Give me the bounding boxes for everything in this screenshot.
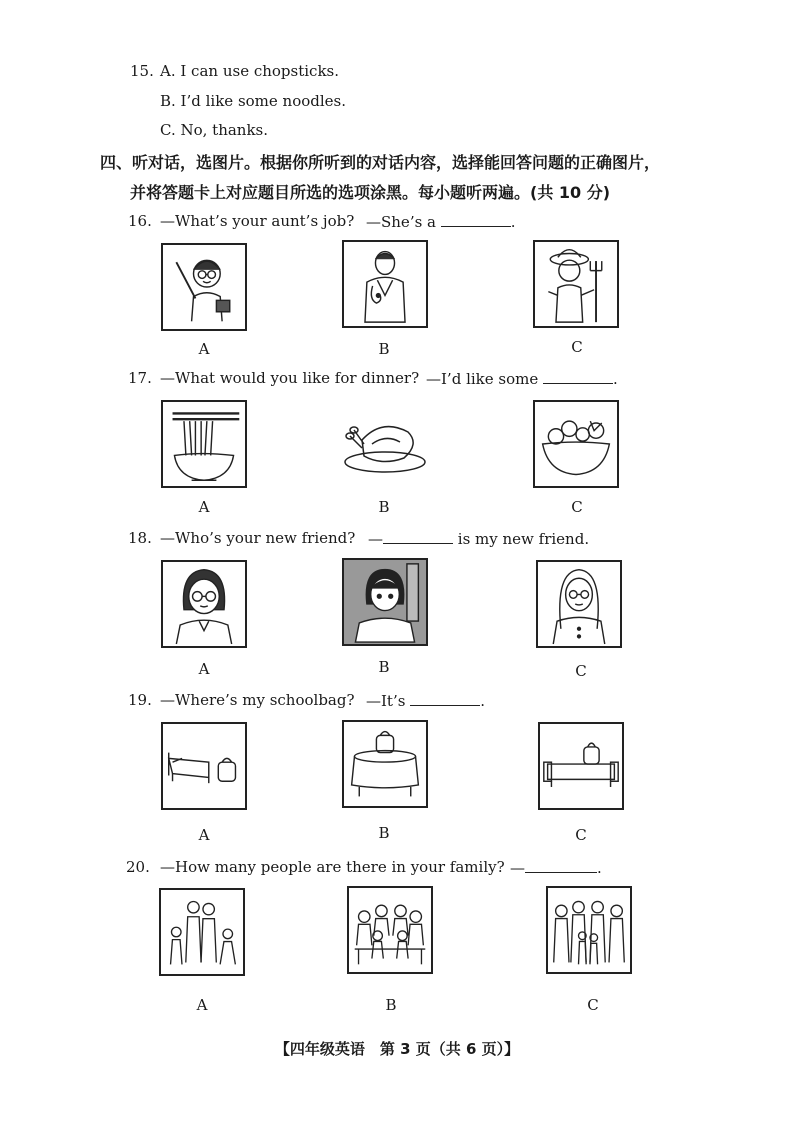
q20-answer-prefix: — (510, 859, 525, 877)
q17-picture-a-noodles-icon (161, 400, 247, 488)
q16-picture-b-doctor-icon (342, 240, 428, 328)
q20-number: 20. (126, 858, 150, 876)
q18-label-a: A (198, 660, 210, 678)
q16-label-c: C (571, 338, 583, 356)
q16-label-b: B (378, 340, 390, 358)
q17-number: 17. (128, 369, 152, 387)
q19-question: —Where’s my schoolbag? (160, 691, 355, 709)
q18-answer-prefix: — (368, 530, 383, 548)
q20-answer-blank (525, 858, 597, 873)
q16-answer-blank (441, 212, 511, 227)
q20-answer-suffix: . (597, 859, 602, 877)
q20-picture-a-family-of-four-icon (159, 888, 245, 976)
q19-answer (366, 691, 485, 710)
q17-label-a: A (198, 498, 210, 516)
q17-picture-c-vegetables-icon (533, 400, 619, 488)
q18-picture-b-girl-short-hair-icon (342, 558, 428, 646)
q17-answer-suffix: . (613, 370, 618, 388)
q19-label-c: C (575, 826, 587, 844)
q17-answer-prefix: —I’d like some (426, 370, 539, 388)
q18-number: 18. (128, 529, 152, 547)
q18-answer-suffix: is my new friend. (457, 530, 590, 548)
q19-picture-a-bed-bag-icon (161, 722, 247, 810)
q18-label-c: C (575, 662, 587, 680)
q15-option-c: C. No, thanks. (160, 121, 269, 139)
q17-label-c: C (571, 498, 583, 516)
q16-answer-prefix: —She’s a (366, 213, 436, 231)
q16-picture-c-farmer-icon (533, 240, 619, 328)
q19-label-a: A (198, 826, 210, 844)
q20-label-b: B (385, 996, 397, 1014)
page-footer: 【四年级英语 第 3 页（共 6 页）】 (274, 1040, 520, 1058)
q16-picture-a-teacher-icon (161, 243, 247, 331)
section4-instruction-line1: 四、听对话，选图片。根据你所听到的对话内容，选择能回答问题的正确图片， (100, 153, 661, 172)
q17-answer-blank (543, 369, 613, 384)
q18-answer-blank (383, 529, 453, 544)
q19-label-b: B (378, 824, 390, 842)
q15-option-a: A. I can use chopsticks. (160, 62, 340, 80)
q20-label-a: A (196, 996, 208, 1014)
q20-picture-c-family-standing-icon (546, 886, 632, 974)
section4-instruction-line2: 并将答题卡上对应题目所选的选项涂黑。每小题听两遍。(共 10 分) (130, 183, 611, 202)
q19-picture-c-bag-on-sofa-icon (538, 722, 624, 810)
q15-option-b: B. I’d like some noodles. (160, 92, 347, 110)
q19-answer-prefix: —It’s (366, 692, 406, 710)
q15-number: 15. (130, 62, 154, 80)
q17-label-b: B (378, 498, 390, 516)
q20-answer (510, 858, 602, 877)
q16-answer (366, 212, 516, 231)
q16-number: 16. (128, 212, 152, 230)
q18-label-b: B (378, 658, 390, 676)
q19-answer-suffix: . (480, 692, 485, 710)
q19-answer-blank (410, 691, 480, 706)
q16-answer-suffix: . (510, 213, 516, 231)
q18-question: —Who’s your new friend? (160, 529, 356, 547)
q20-picture-b-family-of-six-icon (347, 886, 433, 974)
q18-picture-a-girl-glasses-icon (161, 560, 247, 648)
q18-answer (368, 529, 589, 548)
q17-answer (426, 369, 618, 388)
q17-picture-b-chicken-icon (342, 400, 428, 488)
q20-question: —How many people are there in your family? (160, 858, 505, 876)
q16-label-a: A (198, 340, 210, 358)
q19-number: 19. (128, 691, 152, 709)
q18-picture-c-girl-long-hair-icon (536, 560, 622, 648)
q20-label-c: C (587, 996, 599, 1014)
q19-picture-b-bag-on-table-icon (342, 720, 428, 808)
q17-question: —What would you like for dinner? (160, 369, 420, 387)
q16-question: —What’s your aunt’s job? (160, 212, 355, 230)
